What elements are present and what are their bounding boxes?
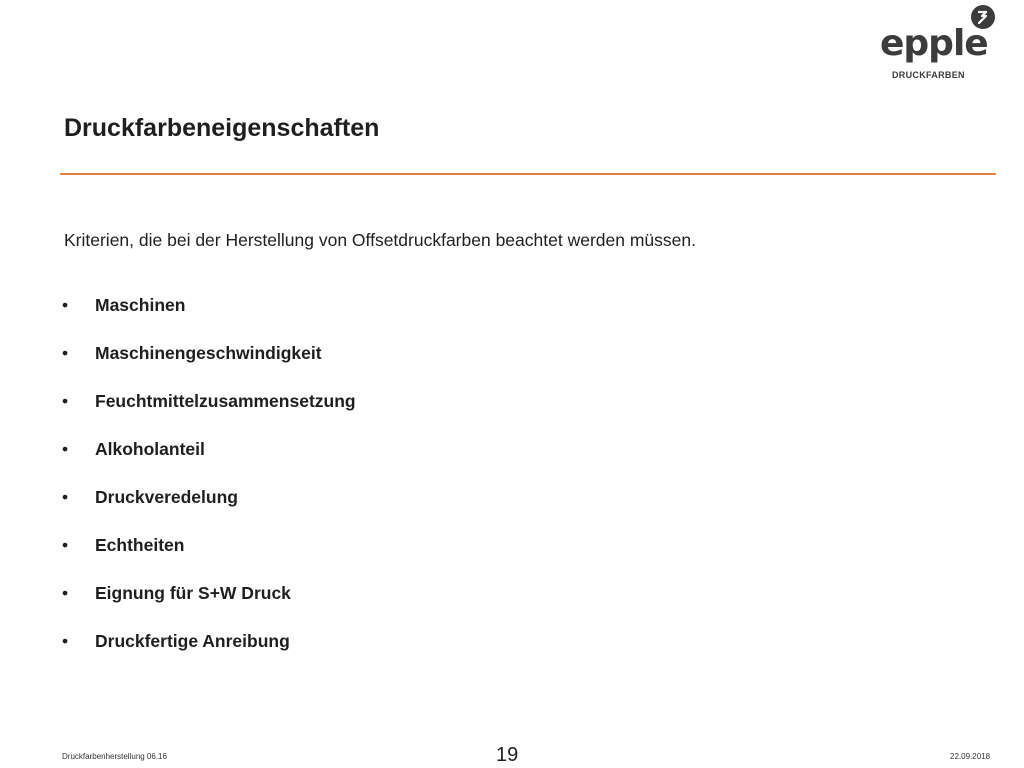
- company-logo: [880, 4, 1000, 84]
- list-item-text: Maschinengeschwindigkeit: [95, 343, 322, 363]
- bullet-icon: •: [62, 535, 69, 555]
- bullet-icon: •: [62, 439, 69, 459]
- page-number: 19: [496, 744, 519, 766]
- list-item-text: Alkoholanteil: [95, 439, 205, 459]
- logo-subtitle: DRUCKFARBEN: [892, 70, 965, 80]
- footer-date: 22.09.2018: [950, 752, 991, 761]
- bullet-icon: •: [62, 487, 69, 507]
- bullet-icon: •: [62, 583, 69, 603]
- bullet-icon: •: [62, 343, 69, 363]
- list-item-text: Feuchtmittelzusammensetzung: [95, 391, 356, 411]
- bullet-icon: •: [62, 631, 69, 651]
- bullet-icon: •: [62, 391, 69, 411]
- page-title: Druckfarbeneigenschaften: [64, 114, 380, 142]
- intro-text: Kriterien, die bei der Herstellung von Offsetdruckfarben beachtet werden müssen.: [64, 230, 696, 250]
- footer-document-name: Druckfarbenherstellung 06.16: [62, 752, 167, 761]
- list-item-text: Eignung für S+W Druck: [95, 583, 291, 603]
- title-divider: [60, 173, 996, 175]
- list-item-text: Echtheiten: [95, 535, 185, 555]
- bullet-icon: •: [62, 295, 69, 315]
- logo-wordmark: epple: [880, 23, 988, 64]
- list-item-text: Druckveredelung: [95, 487, 238, 507]
- list-item-text: Maschinen: [95, 295, 186, 315]
- list-item-text: Druckfertige Anreibung: [95, 631, 290, 651]
